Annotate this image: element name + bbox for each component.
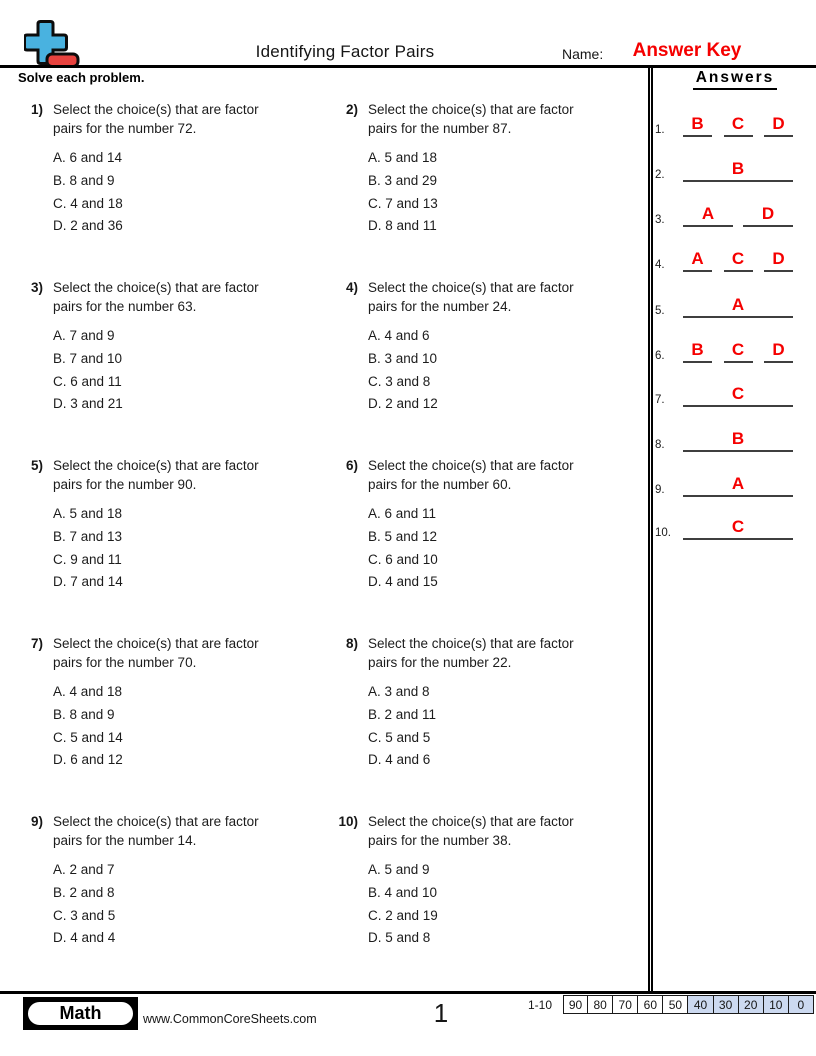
score-table [563,995,814,1014]
answer-blanks [683,158,793,182]
answers-panel-divider [648,65,653,992]
answer-blanks [683,428,793,452]
answer-number: 9. [655,484,665,496]
answer-blanks [683,516,793,540]
page-number: 1 [433,998,449,1028]
option-b: B. 2 and 11 [368,706,437,722]
score-cell: 30 [714,995,739,1014]
question-1 [21,100,315,238]
answer-blank [764,113,793,137]
option-d: D. 3 and 21 [53,396,123,412]
answer-blanks [683,113,793,137]
question-prompt: Select the choice(s) that are factor [53,458,259,473]
score-range-label: 1-10 [528,998,553,1012]
answer-letter: B [691,114,704,133]
answer-blank [683,248,712,272]
name-label: Name: [562,46,604,62]
score-cell: 50 [663,995,688,1014]
option-a: A. 5 and 18 [53,506,123,521]
answer-number: 4. [655,259,665,271]
question-prompt: pairs for the number 14. [53,833,197,848]
answer-blank [683,113,712,137]
answer-blank [683,339,712,363]
answer-row-4 [655,248,807,272]
option-b: B. 4 and 10 [368,884,438,900]
question-number: 8) [345,636,358,651]
subject-badge [23,997,138,1030]
answer-blanks [683,473,793,497]
option-c: C. 5 and 5 [368,729,431,745]
answer-letter: C [731,384,745,403]
question-number: 1) [30,102,43,117]
question-prompt: pairs for the number 24. [368,299,512,314]
answer-row-3 [655,203,807,227]
answer-row-8 [655,428,807,452]
answer-row-7 [655,383,807,407]
question-prompt: Select the choice(s) that are factor [368,102,574,117]
question-prompt: pairs for the number 72. [53,121,197,136]
question-prompt: Select the choice(s) that are factor [368,280,574,295]
answer-blanks [683,339,793,363]
answer-row-1 [655,113,807,137]
answer-blank [683,428,793,452]
option-b: B. 3 and 10 [368,350,438,366]
page-title: Identifying Factor Pairs [255,42,435,61]
option-b: B. 2 and 8 [53,884,115,900]
answers-heading: Answers [693,69,778,90]
answer-letter: D [761,204,775,223]
question-prompt: Select the choice(s) that are factor [368,814,574,829]
question-3 [21,278,315,416]
option-c: C. 3 and 8 [368,373,431,389]
option-b: B. 3 and 29 [368,172,438,188]
question-9 [21,812,315,950]
option-a: A. 3 and 8 [368,684,430,699]
option-d: D. 4 and 6 [368,752,431,768]
answer-letter: C [731,340,745,359]
option-d: D. 2 and 12 [368,396,438,412]
score-cell: 80 [588,995,613,1014]
answer-blanks [683,248,793,272]
question-prompt: Select the choice(s) that are factor [53,636,259,651]
question-prompt: pairs for the number 90. [53,477,197,492]
question-prompt: pairs for the number 63. [53,299,197,314]
question-5 [21,456,315,594]
question-prompt: Select the choice(s) that are factor [368,458,574,473]
answer-number: 6. [655,350,665,362]
question-prompt: pairs for the number 22. [368,655,512,670]
question-8 [336,634,630,772]
option-a: A. 6 and 11 [368,506,437,521]
answer-row-9 [655,473,807,497]
option-c: C. 6 and 10 [368,551,438,567]
option-b: B. 8 and 9 [53,706,115,722]
instructions-text: Solve each problem. [18,70,145,85]
option-a: A. 5 and 18 [368,150,438,165]
header-divider [0,65,816,68]
option-b: B. 7 and 10 [53,350,123,366]
score-cell: 60 [638,995,663,1014]
question-7 [21,634,315,772]
option-d: D. 4 and 4 [53,930,116,946]
score-cell: 90 [563,995,588,1014]
subject-badge-label: Math [26,1000,135,1027]
score-cell: 0 [789,995,814,1014]
option-b: B. 8 and 9 [53,172,115,188]
answer-number: 2. [655,169,665,181]
answer-row-10 [655,516,807,540]
footer-divider [0,991,816,994]
option-a: A. 7 and 9 [53,328,115,343]
name-value-answer-key: Answer Key [632,40,742,61]
answer-blanks [683,383,793,407]
answer-number: 5. [655,305,665,317]
answer-letter: B [691,340,704,359]
option-c: C. 7 and 13 [368,195,438,211]
answer-letter: A [731,295,745,314]
option-c: C. 9 and 11 [53,551,122,567]
answer-blank [743,203,793,227]
score-cell: 10 [764,995,789,1014]
answer-number: 7. [655,394,665,406]
answer-blank [683,203,733,227]
answer-letter: C [731,114,745,133]
question-6 [336,456,630,594]
question-number: 7) [30,636,43,651]
answer-number: 10. [655,527,671,539]
question-prompt: pairs for the number 60. [368,477,512,492]
answer-blank [724,248,753,272]
question-number: 10) [338,814,358,829]
answer-letter: C [731,249,745,268]
answer-blank [683,294,793,318]
answer-row-2 [655,158,807,182]
option-c: C. 6 and 11 [53,373,122,389]
answer-letter: C [731,517,745,536]
question-number: 9) [30,814,43,829]
option-a: A. 5 and 9 [368,862,430,877]
question-prompt: pairs for the number 87. [368,121,512,136]
answer-row-6 [655,339,807,363]
answer-letter: B [731,159,745,178]
answers-heading-wrap [654,69,816,90]
question-prompt: pairs for the number 38. [368,833,512,848]
option-d: D. 4 and 15 [368,574,438,590]
question-prompt: Select the choice(s) that are factor [53,280,259,295]
option-a: A. 4 and 18 [53,684,123,699]
answer-number: 1. [655,124,665,136]
answer-letter: A [691,249,704,268]
question-number: 4) [345,280,358,295]
option-d: D. 5 and 8 [368,930,431,946]
option-c: C. 5 and 14 [53,729,123,745]
answer-blank [764,339,793,363]
option-d: D. 2 and 36 [53,218,123,234]
answer-letter: A [731,474,745,493]
question-number: 2) [345,102,358,117]
question-prompt: Select the choice(s) that are factor [53,814,259,829]
answer-blank [683,383,793,407]
option-a: A. 6 and 14 [53,150,123,165]
answer-letter: D [772,114,785,133]
option-d: D. 6 and 12 [53,752,123,768]
answer-blank [683,158,793,182]
question-2 [336,100,630,238]
option-d: D. 7 and 14 [53,574,123,590]
answer-letter: D [772,249,785,268]
answer-blanks [683,294,793,318]
answer-blank [683,516,793,540]
option-b: B. 5 and 12 [368,528,438,544]
answer-letter: D [772,340,785,359]
answer-number: 8. [655,439,665,451]
score-cell: 40 [688,995,713,1014]
answer-number: 3. [655,214,665,226]
question-4 [336,278,630,416]
option-a: A. 2 and 7 [53,862,115,877]
option-b: B. 7 and 13 [53,528,123,544]
question-10 [330,812,630,950]
answer-blank [724,113,753,137]
answer-row-5 [655,294,807,318]
question-prompt: pairs for the number 70. [53,655,197,670]
question-prompt: Select the choice(s) that are factor [53,102,259,117]
answer-blanks [683,203,793,227]
website-url: www.CommonCoreSheets.com [143,1012,317,1026]
answer-letter: B [731,429,745,448]
answer-blank [764,248,793,272]
question-number: 5) [30,458,43,473]
answer-blank [724,339,753,363]
option-d: D. 8 and 11 [368,218,437,234]
question-prompt: Select the choice(s) that are factor [368,636,574,651]
option-c: C. 4 and 18 [53,195,123,211]
question-number: 3) [30,280,43,295]
option-c: C. 2 and 19 [368,907,438,923]
score-cell: 70 [613,995,638,1014]
question-number: 6) [345,458,358,473]
option-c: C. 3 and 5 [53,907,116,923]
answer-blank [683,473,793,497]
option-a: A. 4 and 6 [368,328,430,343]
score-cell: 20 [739,995,764,1014]
answer-letter: A [701,204,715,223]
